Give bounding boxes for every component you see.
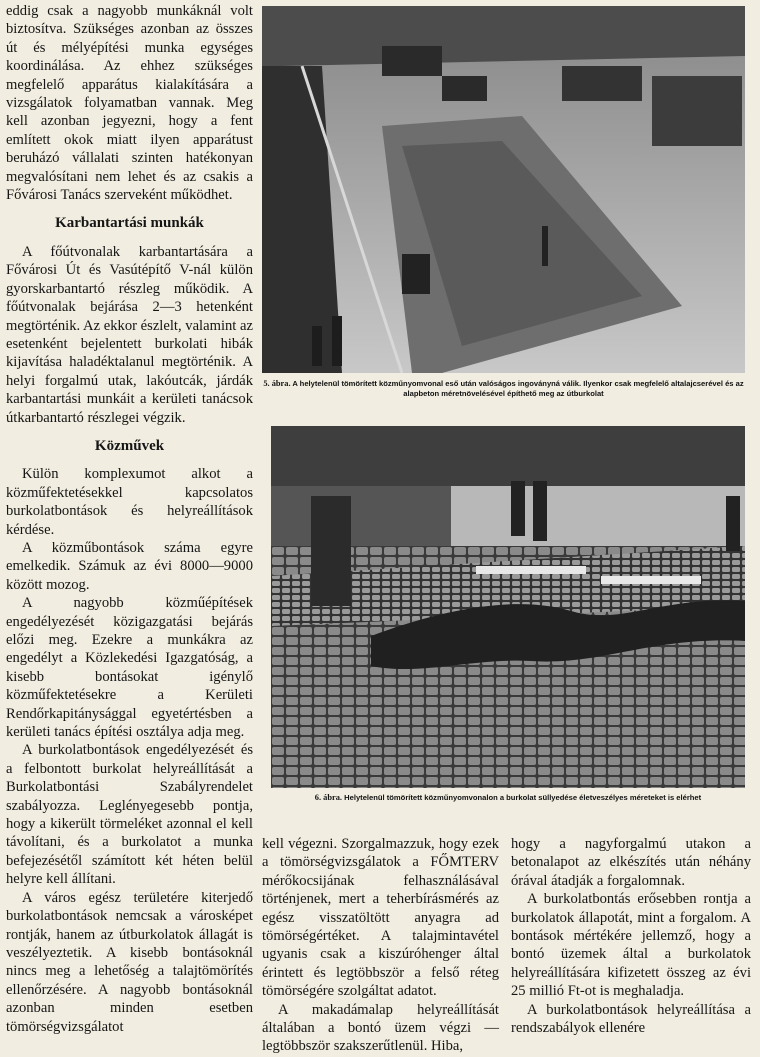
- paragraph: kell végezni. Szorgalmazzuk, hogy ezek a tömörségvizsgálatok a FŐMTERV mérőkocsijának felhasználásával történjenek, mert a teherbírásmérés az egész visszatöltött anyagra ad tömörségértéket. A talajmintavétel ugyanis csak a kiszúróhenger által érintett és legtöbbször a felső réteg tömörségére szolgáltat adatot.: [262, 836, 499, 1000]
- street-construction-image: [262, 6, 745, 373]
- left-column: [6, 2, 253, 1036]
- paragraph: A burkolatbontások engedélyezését és a felbontott burkolat helyreállítását a Burkolatbontási Szabályrendelet szabályozza. Leglényegesebb pontja, hogy a kikerült törmeléket azonnal el kell távolítani, és a burkolatot a munka befejezésétől számított két héten belül helyre kell állítani.: [6, 742, 253, 888]
- figure-5-number: 5. ábra.: [263, 379, 291, 388]
- paragraph: Külön komplexumot alkot a közműfektetésekkel kapcsolatos burkolatbontások és helyreállítások kérdése.: [6, 466, 253, 538]
- paragraph: A főútvonalak karbantartására a Fővárosi Út és Vasútépítő V-nál külön gyorskarbantartó részleg működik. A főútvonalak bejárása 2—3 hetenként megtörténik. Az ekkor észlelt, valamint az esetenként bejelentett burkolati hibák kijavítása haladéktalanul megtörténik. A helyi forgalmú utak, lakóutcák, járdák karbantartási munkáit a kerületi tanácsok útkarbantartó részlegei végzik.: [6, 243, 253, 426]
- paragraph: A burkolatbontások helyreállítása a rendszabályok ellenére: [511, 1001, 751, 1037]
- paragraph: A burkolatbontás erősebben rontja a burkolatok állapotát, mint a forgalom. A bontások mértékére jellemző, hogy a bontó üzemek által a burkolatok helyreállítására kifizetett összeg az évi 25 millió Ft-ot is meghaladja.: [511, 891, 751, 1000]
- figure-5-photo: [262, 6, 745, 373]
- sunken-pavement-image: [271, 426, 745, 788]
- section-heading-karbantartas: Karbantartási munkák: [55, 215, 204, 232]
- section-heading-kozmuvek: Közművek: [94, 437, 165, 454]
- figure-5-caption: [262, 379, 745, 398]
- paragraph: A város egész területére kiterjedő burkolatbontások nemcsak a városképet rontják, hanem az útburkolatok állagát is veszélyeztetik. A kisebb bontásoknál nincs meg a lehetőség a talajtömörítés ellenőrzésére. A nagyobb bontásoknál azonban minden esetben tömörségvizsgálatot: [6, 889, 253, 1035]
- paragraph: eddig csak a nagyobb munkáknál volt biztosítva. Szükséges azonban az összes út és mélyépítési munka egységes koordinálása. Az ehhez szükséges megfelelő apparátus kialakítására a vizsgálatok folyamatban vannak. Meg kell azonban jegyezni, hogy a fent említett okok miatt ilyen apparátust beruházó vállalati szinten hatékonyan megvalósítani nem lehet és az csakis a Fővárosi Tanács szerveként működhet.: [6, 3, 253, 204]
- right-column: [511, 835, 751, 1037]
- paragraph: A makadámalap helyreállítását általában a bontó üzem végzi — legtöbbször szakszerűtlenül. Hiba,: [262, 1001, 499, 1055]
- figure-6-caption-text: Helytelenül tömörített közműnyomvonalon a burkolat süllyedése életveszélyes méreteket is elérhet: [344, 793, 702, 802]
- paragraph: A közműbontások száma egyre emelkedik. Számuk az évi 8000—9000 között mozog.: [6, 539, 253, 593]
- paragraph: hogy a nagyforgalmú utakon a betonalapot az elkészítés után néhány órával átadják a forgalomnak.: [511, 836, 751, 889]
- middle-column: [262, 835, 499, 1056]
- figure-6-photo: [271, 426, 745, 788]
- paragraph: A nagyobb közműépítések engedélyezését közigazgatási bejárás előzi meg. Ezekre a munkákra az engedélyt a Közlekedési Igazgatóság, a kisebb bontásokat igénylő közműfektetésekre a Kerületi Rendőrkapitánysággal egyetértésben a kerületi tanács építési osztálya adja meg.: [6, 595, 253, 741]
- figure-6-number: 6. ábra.: [314, 793, 343, 802]
- figure-6-caption: [271, 793, 745, 803]
- figure-5-caption-text: A helytelenül tömörített közműnyomvonal eső után valóságos ingoványná válik. Ilyenkor csak megfelelő altalajcserével és az alapbeton méretnövelésével építhető meg az útburkolat: [292, 379, 744, 398]
